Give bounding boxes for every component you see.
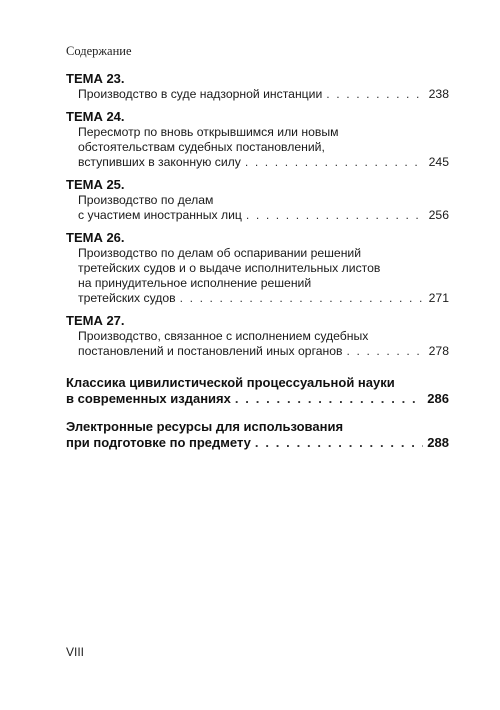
entry-text: постановлений и постановлений иных органов — [78, 344, 343, 358]
entry-text: Производство в суде надзорной инстанции — [78, 87, 323, 101]
entry-text: в современных изданиях — [66, 391, 231, 406]
toc-theme-25 — [66, 177, 449, 223]
toc-theme-23 — [66, 71, 449, 102]
entry-line: Электронные ресурсы для использования — [66, 419, 344, 434]
page-number: 238 — [428, 87, 449, 101]
entry-line: Пересмотр по вновь открывшимся или новым — [78, 125, 339, 139]
toc-leader-line — [78, 291, 449, 306]
toc-electronic-resources-section — [66, 419, 449, 451]
theme-entry — [66, 329, 449, 359]
entry-line: третейских судов и о выдаче исполнительных листов — [78, 261, 381, 275]
entry-text: вступивших в законную силу — [78, 155, 241, 169]
entry-text: третейских судов — [78, 291, 176, 305]
entry-line: Производство, связанное с исполнением судебных — [78, 329, 369, 343]
theme-entry — [66, 246, 449, 306]
dot-leader — [180, 291, 425, 306]
entry-line: на принудительное исполнение решений — [78, 276, 312, 290]
dot-leader — [235, 391, 423, 407]
theme-entry — [66, 193, 449, 223]
table-of-contents — [66, 71, 449, 451]
toc-leader-line — [78, 155, 449, 170]
toc-theme-27 — [66, 313, 449, 359]
entry-line: Производство по делам об оспаривании решений — [78, 246, 362, 260]
theme-title: ТЕМА 26. — [66, 230, 125, 245]
toc-theme-26 — [66, 230, 449, 306]
toc-theme-24 — [66, 109, 449, 170]
entry-line: обстоятельствам судебных постановлений, — [78, 140, 325, 154]
dot-leader — [326, 87, 424, 102]
running-head: Содержание — [66, 44, 132, 58]
theme-title: ТЕМА 25. — [66, 177, 125, 192]
page-number: 286 — [427, 391, 449, 406]
dot-leader — [246, 208, 425, 223]
dot-leader — [245, 155, 425, 170]
page-number: 245 — [428, 155, 449, 169]
entry-line: Классика цивилистической процессуальной науки — [66, 375, 395, 390]
page-number: 271 — [428, 291, 449, 305]
entry-line: Производство по делам — [78, 193, 214, 207]
page-number: 288 — [427, 435, 449, 450]
dot-leader — [347, 344, 425, 359]
toc-leader-line — [66, 435, 449, 451]
theme-title: ТЕМА 23. — [66, 71, 125, 86]
page-number: 278 — [428, 344, 449, 358]
toc-leader-line — [78, 344, 449, 359]
page-number: 256 — [428, 208, 449, 222]
theme-entry — [66, 87, 449, 102]
theme-title: ТЕМА 24. — [66, 109, 125, 124]
entry-text: с участием иностранных лиц — [78, 208, 242, 222]
theme-entry — [66, 125, 449, 170]
toc-leader-line — [78, 87, 449, 102]
toc-classics-section — [66, 375, 449, 407]
entry-text: при подготовке по предмету — [66, 435, 251, 450]
toc-leader-line — [78, 208, 449, 223]
theme-title: ТЕМА 27. — [66, 313, 125, 328]
dot-leader — [255, 435, 423, 451]
toc-leader-line — [66, 391, 449, 407]
page-folio: VIII — [66, 645, 85, 659]
